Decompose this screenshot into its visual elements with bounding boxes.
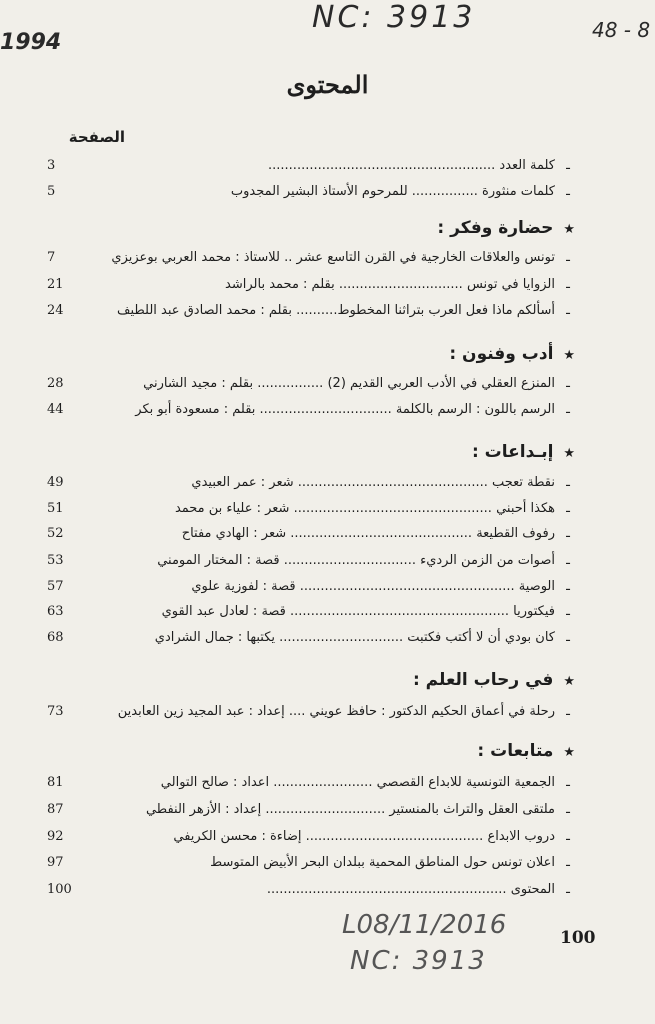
page-number: 100	[560, 928, 596, 948]
section-heading: ★ متابعات :	[477, 741, 575, 761]
toc-item: ـ اعلان تونس حول المناطق المحمية ببلدان البحر الأبيض المتوسط 97	[47, 855, 570, 870]
star-bullet-icon: ★	[563, 222, 575, 237]
toc-item: ـ المحتوى .......................................................... 100	[47, 882, 570, 897]
toc-item: ـ ملتقى العقل والتراث بالمنستير ............................. إعداد : الأزهر النفطي 87	[47, 802, 570, 817]
toc-item: ـ الرسم باللون : الرسم بالكلمة ................................ بقلم : مسعودة أبو بكر 44	[47, 402, 570, 417]
handwritten-catalog-number: NC: 3913	[312, 0, 476, 35]
toc-item: ـ المنزع العقلي في الأدب العربي القديم (2) ................ بقلم : مجيد الشارني 28	[47, 376, 570, 391]
toc-item: ـ الزوايا في تونس .............................. بقلم : محمد بالراشد 21	[47, 277, 570, 292]
section-heading: ★ حضارة وفكر :	[437, 218, 575, 238]
bullet-dash: ـ	[566, 158, 570, 173]
star-bullet-icon: ★	[563, 348, 575, 363]
toc-item: ـ الوصية .................................................... قصة : لفوزية علوي 57	[47, 579, 570, 594]
handwritten-date: L08/11/2016	[342, 910, 507, 940]
section-heading: ★ في رحاب العلم :	[412, 670, 575, 690]
toc-item: ـ رفوف القطيعة ............................................ شعر : الهادي مفتاح 52	[47, 526, 570, 541]
section-heading: ★ إبـداعات :	[471, 442, 575, 462]
toc-item: ـ كلمات منثورة ................ للمرحوم الأستاذ البشير المجدوب 5	[75, 184, 555, 204]
star-bullet-icon: ★	[563, 446, 575, 461]
page-title: المحتوى	[286, 70, 369, 99]
toc-item: ـ أصوات من الزمن الرديء ................................ قصة : المختار المومني 53	[47, 553, 570, 568]
toc-item: ـ هكذا أحبني ................................................ شعر : علياء بن محمد 51	[47, 501, 570, 516]
toc-item: ـ تونس والعلاقات الخارجية في القرن التاسع عشر .. للاستاذ : محمد العربي بوعزيزي 7	[47, 250, 570, 265]
star-bullet-icon: ★	[563, 745, 575, 760]
bullet-dash: ـ	[566, 184, 570, 199]
toc-item: ـ رحلة في أعماق الحكيم الدكتور : حافظ عويني .... إعداد : عبد المجيد زين العابدين 73	[47, 704, 570, 719]
toc-item: ـ الجمعية التونسية للابداع القصصي ........................ اعداد : صالح التوالي 81	[47, 775, 570, 790]
page-column-header: الصفحة	[68, 128, 125, 146]
toc-item: ـ دروب الابداع ........................................... إضاءة : محسن الكريفي 92	[47, 829, 570, 844]
section-heading: ★ أدب وفنون :	[449, 344, 575, 364]
handwritten-year: 1994	[0, 30, 62, 55]
toc-item: ـ فيكتوريا ..................................................... قصة : لعادل عبد القوي 63	[47, 604, 570, 619]
toc-item: ـ أسألكم ماذا فعل العرب بتراثنا المخطوط.......... بقلم : محمد الصادق عبد اللطيف 24	[47, 303, 570, 318]
star-bullet-icon: ★	[563, 674, 575, 689]
handwritten-catalog-number-bottom: NC: 3913	[350, 946, 487, 976]
toc-item: ـ كان بودي أن لا أكتب فكتبت .............................. يكتبها : جمال الشرادي 68	[47, 630, 570, 645]
toc-item: ـ كلمة العدد ....................................................... 3	[75, 158, 555, 178]
handwritten-issue: 48 - 8	[592, 18, 651, 42]
toc-item: ـ نقطة تعجب .............................................. شعر : عمر العبيدي 49	[47, 475, 570, 490]
